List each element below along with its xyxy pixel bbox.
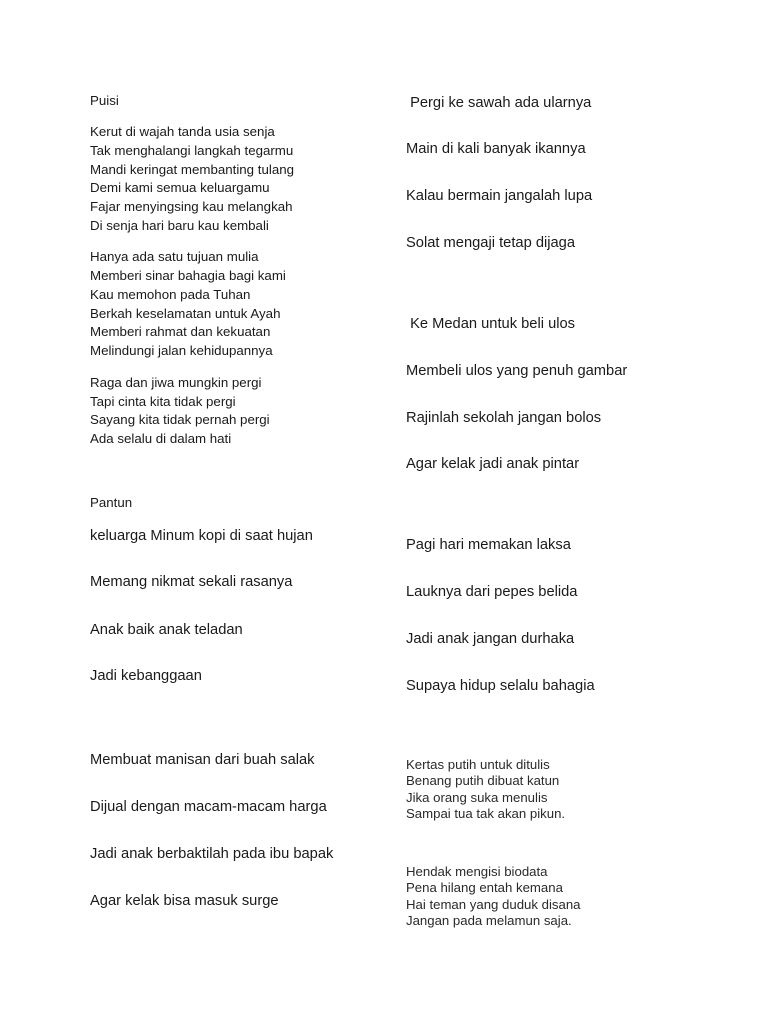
poem-line: Raga dan jiwa mungkin pergi <box>90 375 262 390</box>
poem-line: Tapi cinta kita tidak pergi <box>90 394 236 409</box>
poem-line: Sayang kita tidak pernah pergi <box>90 412 270 427</box>
pantun-line: Memang nikmat sekali rasanya <box>90 574 293 590</box>
poem-line: Demi kami semua keluargamu <box>90 180 270 195</box>
pantun-line: Lauknya dari pepes belida <box>406 584 578 600</box>
poem-line: Memberi sinar bahagia bagi kami <box>90 268 286 283</box>
pantun-line: keluarga Minum kopi di saat hujan <box>90 528 313 544</box>
pantun-line: Jangan pada melamun saja. <box>406 913 572 928</box>
poem-line: Melindungi jalan kehidupannya <box>90 343 273 358</box>
poem-line: Di senja hari baru kau kembali <box>90 218 269 233</box>
pantun-line: Anak baik anak teladan <box>90 622 243 638</box>
poem-line: Mandi keringat membanting tulang <box>90 162 295 177</box>
pantun-line: Membeli ulos yang penuh gambar <box>406 363 628 379</box>
pantun-line: Jika orang suka menulis <box>406 790 548 805</box>
pantun-line: Rajinlah sekolah jangan bolos <box>406 410 602 426</box>
pantun-line: Jadi anak jangan durhaka <box>406 631 575 647</box>
pantun-line: Hai teman yang duduk disana <box>406 897 581 912</box>
pantun-line: Kertas putih untuk ditulis <box>406 757 550 772</box>
pantun-line: Ke Medan untuk beli ulos <box>406 316 576 332</box>
poem-line: Fajar menyingsing kau melangkah <box>90 199 293 214</box>
pantun-line: Membuat manisan dari buah salak <box>90 752 315 768</box>
pantun-line: Pagi hari memakan laksa <box>406 537 571 553</box>
pantun-line: Agar kelak bisa masuk surge <box>90 893 279 909</box>
pantun-line: Dijual dengan macam-macam harga <box>90 799 327 815</box>
pantun-line: Benang putih dibuat katun <box>406 773 560 788</box>
poem-line: Ada selalu di dalam hati <box>90 431 232 446</box>
pantun-line: Solat mengaji tetap dijaga <box>406 235 576 251</box>
poem-line: Berkah keselamatan untuk Ayah <box>90 306 281 321</box>
pantun-line: Main di kali banyak ikannya <box>406 141 586 157</box>
pantun-line: Pena hilang entah kemana <box>406 880 563 895</box>
poem-line: Tak menghalangi langkah tegarmu <box>90 143 294 158</box>
poem-line: Kau memohon pada Tuhan <box>90 287 251 302</box>
puisi-title: Puisi <box>90 93 119 108</box>
pantun-line: Jadi anak berbaktilah pada ibu bapak <box>90 846 334 862</box>
pantun-line: Sampai tua tak akan pikun. <box>406 806 566 821</box>
pantun-title: Pantun <box>90 495 133 510</box>
pantun-line: Kalau bermain jangalah lupa <box>406 188 593 204</box>
pantun-line: Agar kelak jadi anak pintar <box>406 456 580 472</box>
poem-line: Memberi rahmat dan kekuatan <box>90 324 271 339</box>
pantun-line: Supaya hidup selalu bahagia <box>406 678 595 694</box>
pantun-line: Jadi kebanggaan <box>90 668 202 684</box>
pantun-line: Hendak mengisi biodata <box>406 864 548 879</box>
poem-line: Kerut di wajah tanda usia senja <box>90 124 275 139</box>
pantun-line: Pergi ke sawah ada ularnya <box>406 95 592 111</box>
poem-line: Hanya ada satu tujuan mulia <box>90 249 259 264</box>
